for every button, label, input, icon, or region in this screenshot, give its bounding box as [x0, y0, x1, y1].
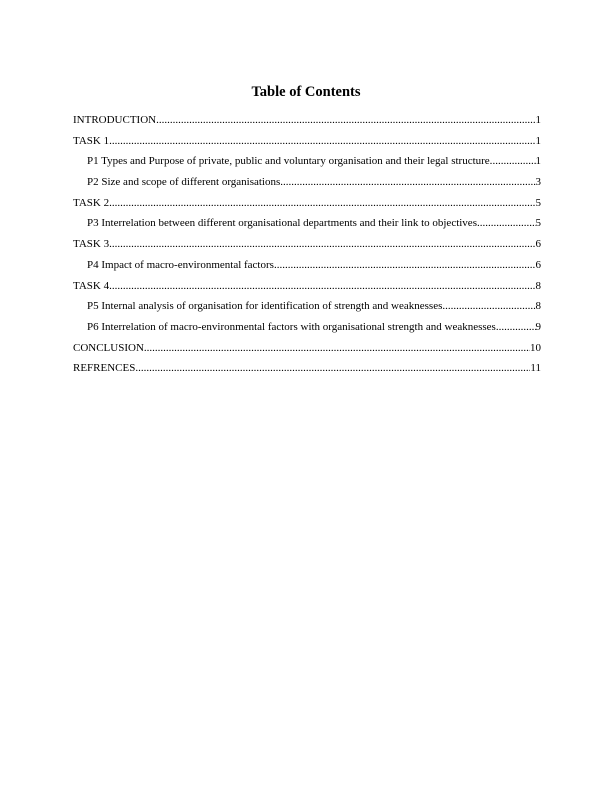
toc-entry-page: 6: [535, 258, 541, 271]
toc-entry-task-4[interactable]: [73, 279, 541, 300]
toc-list: [73, 113, 541, 382]
toc-entry-page: 6: [535, 238, 541, 251]
toc-entry-p6[interactable]: [73, 320, 541, 341]
toc-entry-label: P3 Interrelation between different organisational departments and their link to objectives: [87, 217, 477, 230]
dot-leader: [156, 113, 535, 127]
toc-entry-label: TASK 3: [73, 238, 110, 251]
toc-entry-page: 1: [535, 114, 541, 126]
toc-entry-p3[interactable]: [73, 216, 541, 237]
toc-entry-introduction[interactable]: [73, 113, 541, 134]
toc-title: Table of Contents: [251, 84, 361, 100]
toc-entry-p2[interactable]: [73, 175, 541, 196]
dot-leader: [492, 154, 535, 168]
dot-leader: [109, 279, 535, 293]
toc-entry-label: TASK 2: [73, 196, 110, 209]
dot-leader: [109, 134, 535, 148]
toc-entry-label: INTRODUCTION: [73, 114, 157, 126]
dot-leader: [280, 175, 535, 189]
toc-entry-label: REFRENCES: [73, 362, 136, 375]
toc-entry-task-2[interactable]: [73, 196, 541, 217]
toc-entry-page: 1: [535, 134, 541, 147]
toc-entry-page: 11: [530, 362, 541, 375]
dot-leader: [135, 361, 530, 375]
toc-entry-p5[interactable]: [73, 299, 541, 320]
toc-entry-label: P2 Size and scope of different organisations: [87, 176, 281, 189]
toc-entry-page: 5: [535, 196, 541, 209]
dot-leader: [274, 258, 536, 272]
toc-entry-page: 9: [535, 320, 541, 333]
toc-entry-references[interactable]: [73, 361, 541, 382]
toc-entry-p1[interactable]: [73, 154, 541, 175]
toc-entry-page: 10: [530, 341, 541, 354]
toc-entry-conclusion[interactable]: [73, 341, 541, 362]
toc-entry-page: 8: [535, 279, 541, 292]
toc-entry-label: P6 Interrelation of macro-environmental factors with organisational strength and weaknesses: [87, 320, 496, 333]
toc-entry-label: P5 Internal analysis of organisation for identification of strength and weaknesses: [87, 300, 443, 313]
toc-entry-label: TASK 4: [73, 279, 110, 292]
toc-entry-task-3[interactable]: [73, 237, 541, 258]
toc-entry-p4[interactable]: [73, 258, 541, 279]
toc-entry-task-1[interactable]: [73, 134, 541, 155]
toc-entry-label: TASK 1: [73, 134, 110, 147]
toc-entry-label: P4 Impact of macro-environmental factors: [87, 258, 274, 271]
dot-leader: [109, 237, 535, 251]
dot-leader: [109, 196, 535, 210]
toc-entry-label: CONCLUSION: [73, 341, 144, 354]
dot-leader: [477, 216, 536, 230]
dot-leader: [144, 341, 530, 355]
toc-entry-label: P1 Types and Purpose of private, public and voluntary organisation and their legal structure.: [87, 155, 493, 168]
toc-entry-page: 3: [535, 176, 541, 189]
dot-leader: [496, 320, 536, 334]
toc-entry-page: 1: [535, 155, 541, 168]
toc-entry-page: 8: [535, 300, 541, 313]
dot-leader: [442, 299, 535, 313]
toc-entry-page: 5: [535, 217, 541, 230]
